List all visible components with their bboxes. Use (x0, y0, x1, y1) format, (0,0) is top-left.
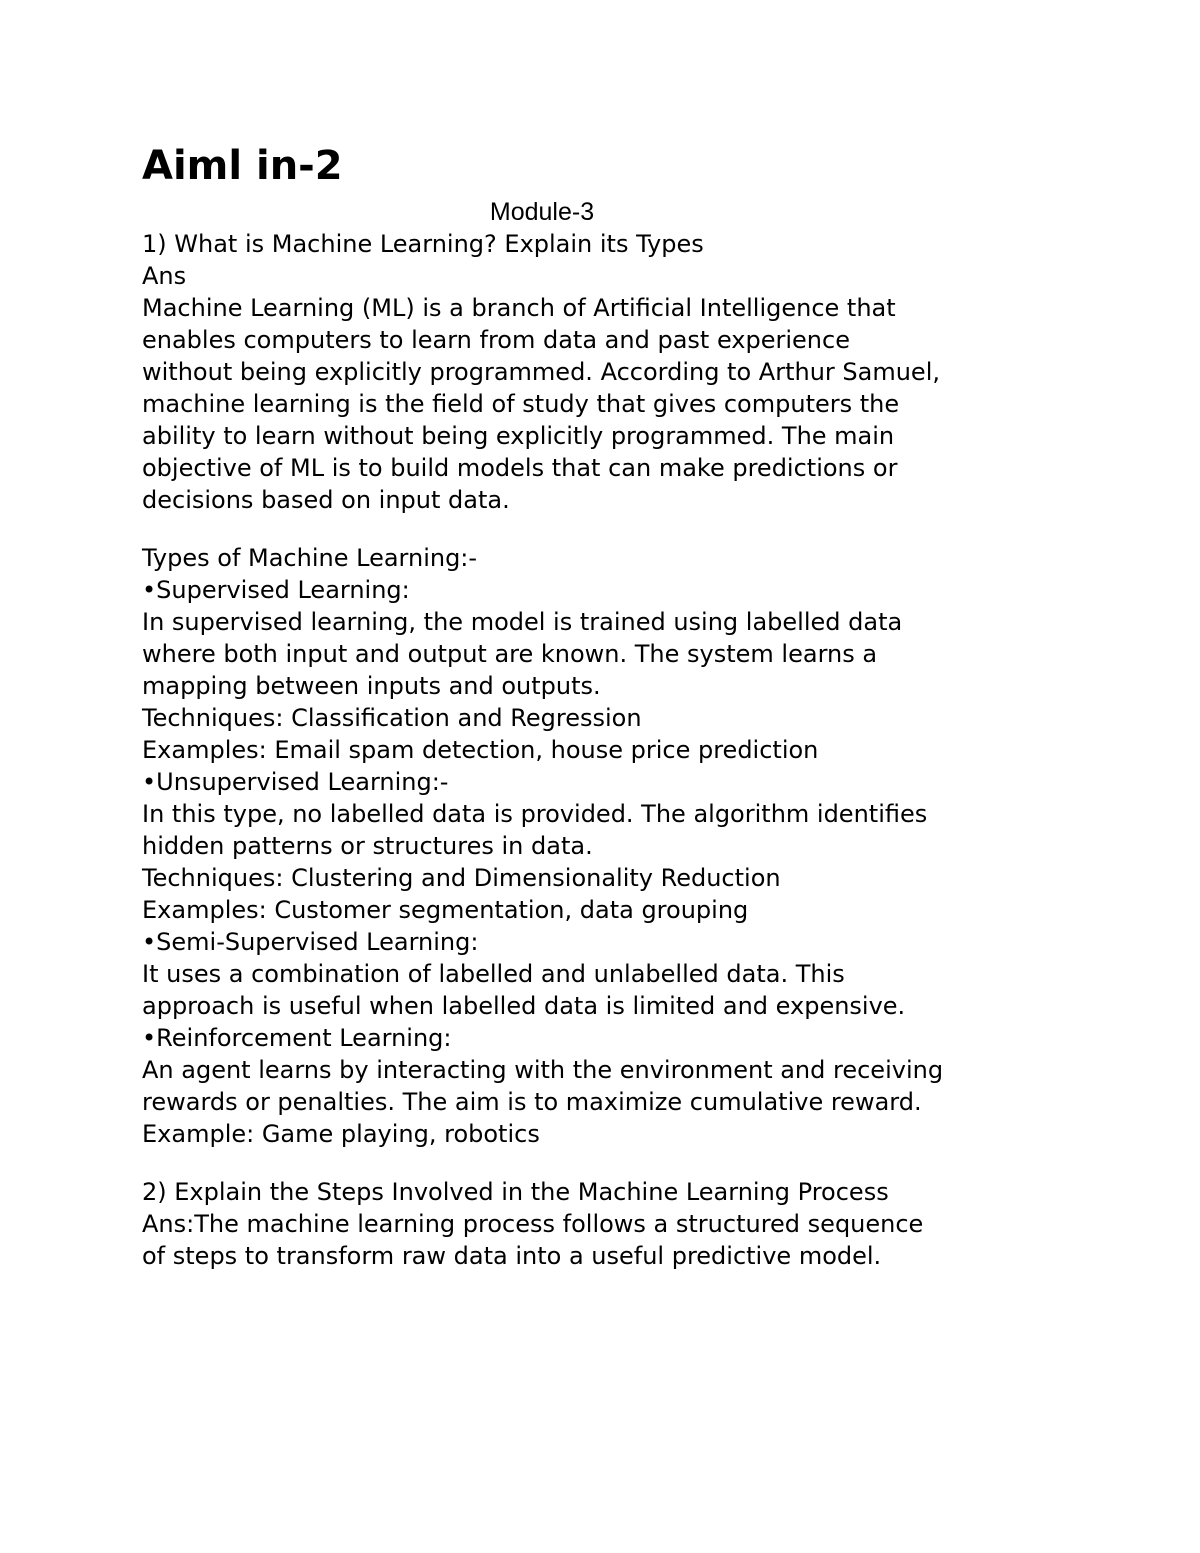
blank-line (142, 516, 1082, 542)
blank-line (142, 1150, 1082, 1176)
document-body (142, 138, 1082, 1272)
type-heading: •Reinforcement Learning: (142, 1024, 452, 1052)
answer-paragraph (142, 292, 1082, 516)
type-section-unsupervised (142, 766, 1082, 926)
type-section-reinforcement (142, 1022, 1082, 1150)
type-line: Techniques: Classification and Regression (142, 704, 642, 732)
type-line: In this type, no labelled data is provided. The algorithm identifies (142, 800, 928, 828)
type-line: rewards or penalties. The aim is to maximize cumulative reward. (142, 1088, 922, 1116)
paragraph-line: Machine Learning (ML) is a branch of Artificial Intelligence that (142, 294, 896, 322)
type-line: It uses a combination of labelled and unlabelled data. This (142, 960, 845, 988)
type-line: Techniques: Clustering and Dimensionality Reduction (142, 864, 781, 892)
types-heading: Types of Machine Learning:- (142, 544, 478, 572)
type-line: Examples: Customer segmentation, data grouping (142, 896, 749, 924)
type-line: An agent learns by interacting with the environment and receiving (142, 1056, 944, 1084)
type-line: mapping between inputs and outputs. (142, 672, 601, 700)
answer-line: Ans:The machine learning process follows a structured sequence (142, 1210, 924, 1238)
paragraph-line: ability to learn without being explicitly programmed. The main (142, 422, 895, 450)
question-2: 2) Explain the Steps Involved in the Machine Learning Process (142, 1178, 889, 1206)
type-heading: •Semi-Supervised Learning: (142, 928, 479, 956)
paragraph-line: objective of ML is to build models that can make predictions or (142, 454, 898, 482)
question-1: 1) What is Machine Learning? Explain its Types (142, 230, 704, 258)
type-section-supervised (142, 574, 1082, 766)
type-heading: •Unsupervised Learning:- (142, 768, 449, 796)
paragraph-line: decisions based on input data. (142, 486, 510, 514)
paragraph-line: machine learning is the field of study that gives computers the (142, 390, 900, 418)
module-heading: Module-3 (489, 198, 595, 226)
type-line: hidden patterns or structures in data. (142, 832, 593, 860)
type-line: Examples: Email spam detection, house price prediction (142, 736, 819, 764)
paragraph-line: enables computers to learn from data and past experience (142, 326, 850, 354)
type-line: approach is useful when labelled data is limited and expensive. (142, 992, 906, 1020)
type-heading: •Supervised Learning: (142, 576, 410, 604)
answer-label: Ans (142, 262, 187, 290)
type-line: Example: Game playing, robotics (142, 1120, 540, 1148)
document-title: Aiml in-2 (142, 143, 343, 189)
type-line: where both input and output are known. The system learns a (142, 640, 878, 668)
paragraph-line: without being explicitly programmed. According to Arthur Samuel, (142, 358, 940, 386)
type-line: In supervised learning, the model is trained using labelled data (142, 608, 903, 636)
type-section-semi-supervised (142, 926, 1082, 1022)
answer-2 (142, 1208, 1082, 1272)
answer-line: of steps to transform raw data into a useful predictive model. (142, 1242, 882, 1270)
